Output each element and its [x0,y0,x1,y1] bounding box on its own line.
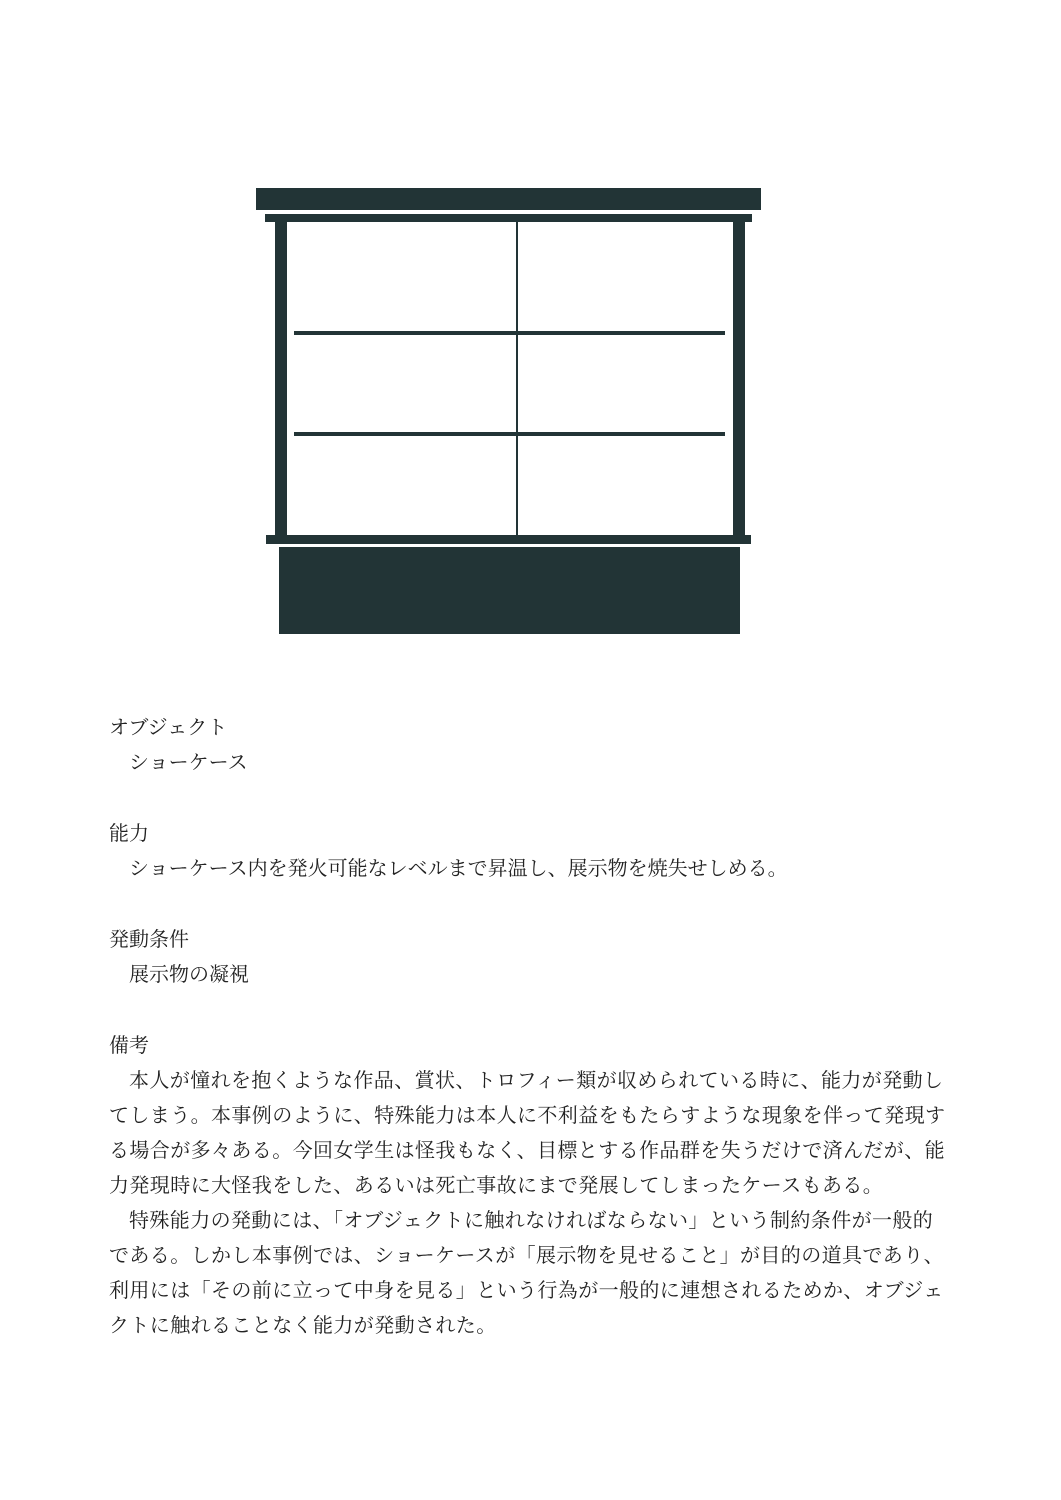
object-label: オブジェクト [109,715,228,739]
trigger-section [109,922,949,992]
ability-label: 能力 [109,821,149,845]
object-section [109,710,949,780]
showcase-icon [0,0,1061,660]
showcase-top-rail [265,214,752,222]
ability-value: ショーケース内を発火可能なレベルまで昇温し、展示物を焼失せしめる。 [129,856,788,880]
object-value: ショーケース [129,750,248,774]
showcase-shelf-upper [294,331,725,335]
showcase-left-post [275,222,287,536]
notes-paragraph-1: 本人が憧れを抱くような作品、賞状、トロフィー類が収められている時に、能力が発動してしまう。本事例のように、特殊能力は本人に不利益をもたらすような現象を伴って発現する場合が多々ある。今回女学生は怪我もなく、目標とする作品群を失うだけで済んだが、能力発現時に大怪我をした、あるいは死亡事故にまで発展してしまったケースもある。 [109,1068,946,1197]
trigger-value: 展示物の凝視 [129,962,249,986]
showcase-shelf-lower [294,432,725,436]
ability-section [109,816,949,886]
trigger-label: 発動条件 [109,927,189,951]
notes-label: 備考 [109,1033,149,1057]
showcase-bottom-rail [266,535,751,544]
showcase-base [279,547,740,634]
notes-paragraph-2: 特殊能力の発動には、「オブジェクトに触れなければならない」という制約条件が一般的である。しかし本事例では、ショーケースが「展示物を見せること」が目的の道具であり、利用には「その前に立って中身を見る」という行為が一般的に連想されるためか、オブジェクトに触れることなく能力が発動された。 [109,1208,944,1337]
showcase-right-post [733,222,745,536]
showcase-center-divider [516,222,518,536]
showcase-top-cap [256,188,761,210]
notes-section [109,1028,949,1343]
